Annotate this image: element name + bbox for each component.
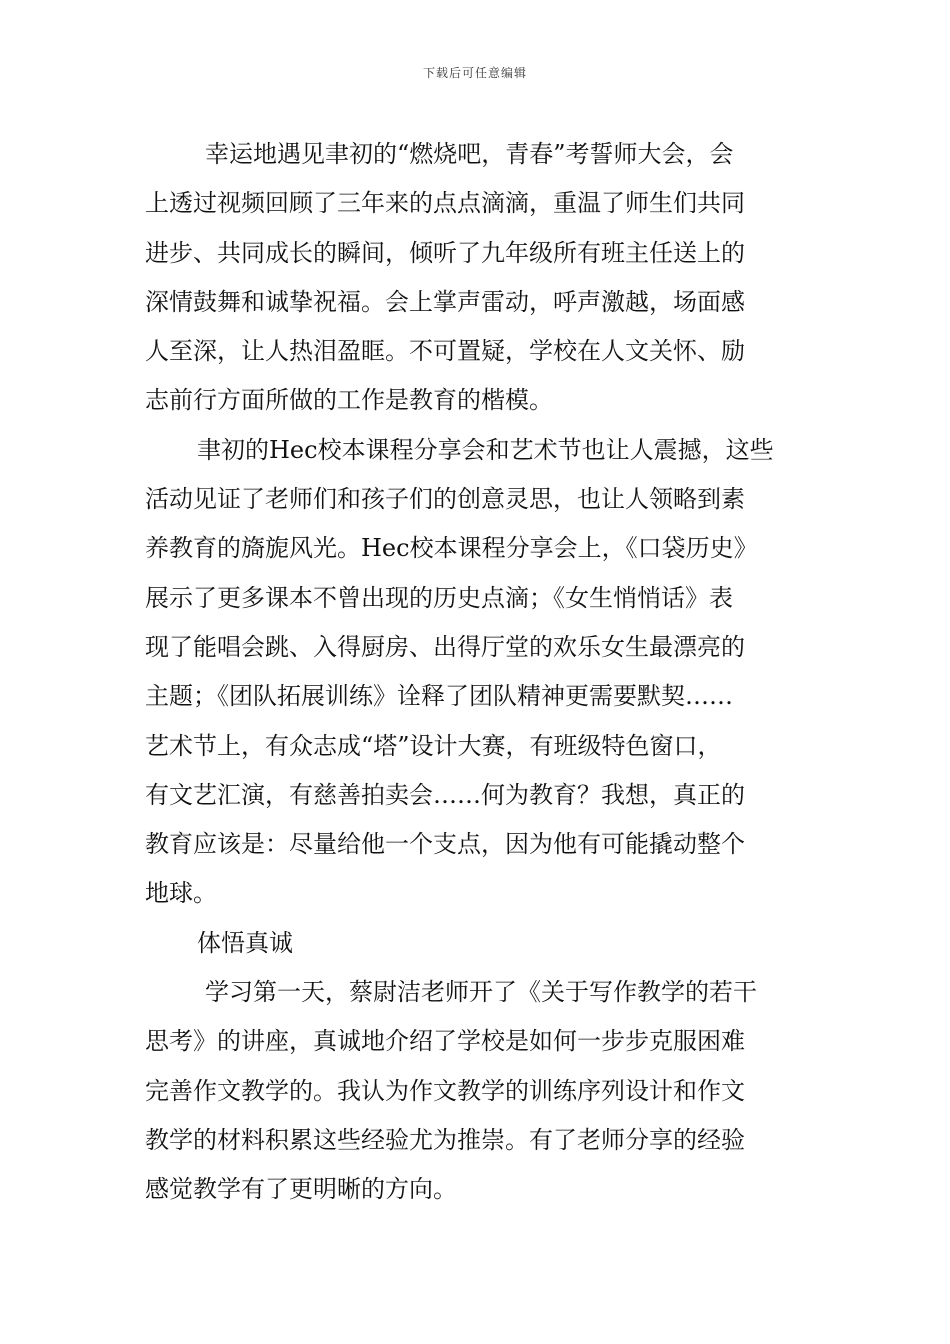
paragraph-line: 感觉教学有了更明晰的方向。 (145, 1175, 457, 1204)
paragraph-line: 有文艺汇演，有慈善拍卖会……何为教育？我想，真正的 (145, 780, 745, 809)
paragraph-line: 养教育的旖旎风光。Hec校本课程分享会上，《口袋历史》 (145, 534, 758, 563)
paragraph-line: 上透过视频回顾了三年来的点点滴滴，重温了师生们共同 (145, 189, 745, 218)
paragraph-line: 深情鼓舞和诚挚祝福。会上掌声雷动，呼声激越，场面感 (145, 287, 745, 316)
paragraph-line: 现了能唱会跳、入得厨房、出得厅堂的欢乐女生最漂亮的 (145, 632, 745, 661)
paragraph-line: 主题；《团队拓展训练》诠释了团队精神更需要默契…… (145, 682, 733, 711)
paragraph-line: 艺术节上，有众志成“塔”设计大赛，有班级特色窗口， (145, 731, 722, 760)
paragraph-line: 教育应该是：尽量给他一个支点，因为他有可能撬动整个 (145, 830, 745, 859)
paragraph-line: 人至深，让人热泪盈眶。不可置疑，学校在人文关怀、励 (145, 337, 745, 366)
paragraph-line: 活动见证了老师们和孩子们的创意灵思，也让人领略到素 (145, 485, 745, 514)
paragraph-line: 幸运地遇见聿初的“燃烧吧，青春”考誓师大会，会 (205, 140, 734, 168)
paragraph-line: 思考》的讲座，真诚地介绍了学校是如何一步步克服困难 (145, 1027, 745, 1056)
paragraph-line: 聿初的Hec校本课程分享会和艺术节也让人震撼，这些 (197, 435, 774, 464)
paragraph-line: 志前行方面所做的工作是教育的楷模。 (145, 386, 553, 415)
paragraph-line: 完善作文教学的。我认为作文教学的训练序列设计和作文 (145, 1076, 745, 1105)
document-body (145, 130, 810, 1215)
page-header-note: 下载后可任意编辑 (422, 66, 527, 80)
paragraph-line: 教学的材料积累这些经验尤为推崇。有了老师分享的经验 (145, 1125, 745, 1154)
paragraph-line: 地球。 (145, 879, 217, 908)
section-heading: 体悟真诚 (197, 928, 293, 957)
paragraph-line: 展示了更多课本不曾出现的历史点滴；《女生悄悄话》表 (145, 583, 733, 612)
paragraph-line: 学习第一天，蔡尉洁老师开了《关于写作教学的若干 (205, 978, 757, 1007)
paragraph-line: 进步、共同成长的瞬间，倾听了九年级所有班主任送上的 (145, 238, 745, 267)
